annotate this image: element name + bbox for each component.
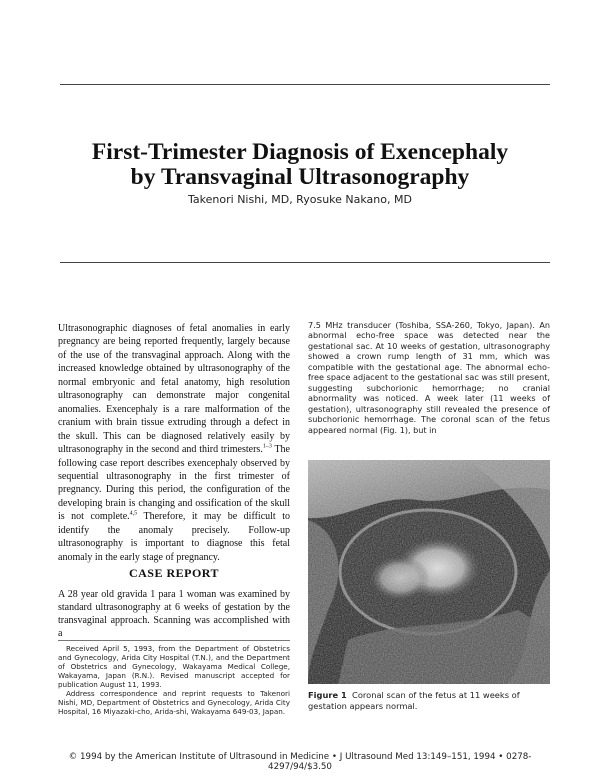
reference-marker-2: 4,5: [129, 511, 138, 518]
intro-text-1: Ultrasonographic diagnoses of fetal anomalies in early pregnancy are being reported frequently, largely because of the use of the transvaginal approach. Along with the increased knowledge obtained by ultrasonography of the normal embryonic and fetal anatomy, high resolution ultrasonography can demonstrate major congenital anomalies. Exencephaly is a rare malformation of the cranium with brain tissue extruding through a defect in the skull. This can be diagnosed relatively easily by ultrasonography in the second and third trimesters.: [58, 323, 290, 456]
header-rule: [60, 262, 550, 263]
article-title: [40, 140, 560, 190]
figure-label: Figure 1: [308, 690, 347, 700]
ultrasound-figure-image: [308, 460, 550, 684]
footnote-rule: [58, 640, 290, 641]
title-line-2: by Transvaginal Ultrasonography: [130, 164, 470, 190]
case-report-heading: CASE REPORT: [128, 566, 220, 580]
intro-text-3: Therefore, it may be difficult to identify the anomaly precisely. Follow-up ultrasonography is important to diagnose this fetal anomaly in the early stage of pregnancy.: [58, 511, 290, 563]
figure-caption-text: Coronal scan of the fetus at 11 weeks of gestation appears normal.: [308, 690, 520, 711]
intro-text-2: The following case report describes exencephaly observed by sequential ultrasonography in the first trimester of pregnancy. During this period, the configuration of the developing brain is changing and ossification of the skull is not complete.: [58, 444, 290, 523]
author-line: Takenori Nishi, MD, Ryosuke Nakano, MD: [188, 193, 412, 206]
ultrasound-scan-graphic: [308, 460, 550, 684]
footnote-correspondence: Address correspondence and reprint requests to Takenori Nishi, MD, Department of Obstetrics and Gynecology, Arida City Hospital, 16 Miyazaki-cho, Arida-shi, Wakayama 649-03, Japan.: [58, 689, 290, 716]
case-report-continued: 7.5 MHz transducer (Toshiba, SSA-260, Tokyo, Japan). An abnormal echo-free space was detected near the gestational sac. At 10 weeks of gestation, ultrasonography showed a crown rump length of 31 mm, which was compatible with the gestational age. The abnormal echo-free space adjacent to the gestational sac was still present, suggesting subchorionic hemorrhage; no cranial abnormality was noticed. A week later (11 weeks of gestation), ultrasonography still revealed the presence of subchorionic hemorrhage. The coronal scan of the fetus appeared normal (Fig. 1), but in: [308, 320, 550, 435]
title-line-1: First-Trimester Diagnosis of Exencephaly: [91, 139, 509, 165]
page-footer: © 1994 by the American Institute of Ultrasound in Medicine • J Ultrasound Med 13:149–151, 1994 • 0278-4297/94/$3.50: [68, 752, 532, 772]
top-rule: [60, 84, 550, 85]
intro-paragraph: [58, 322, 290, 564]
footnotes: [58, 644, 290, 716]
case-report-text: A 28 year old gravida 1 para 1 woman was examined by standard ultrasonography at 6 weeks of gestation by the transvaginal approach. Scanning was accomplished with a: [58, 589, 290, 639]
reference-marker-1: 1–3: [262, 443, 272, 450]
figure-caption: [308, 690, 550, 711]
footnote-received: Received April 5, 1993, from the Department of Obstetrics and Gynecology, Arida City Hospital (T.N.), and the Department of Obstetrics and Gynecology, Wakayama Medical College, Wakayama, Japan (R.N.). Revised manuscript accepted for publication August 11, 1993.: [58, 644, 290, 689]
